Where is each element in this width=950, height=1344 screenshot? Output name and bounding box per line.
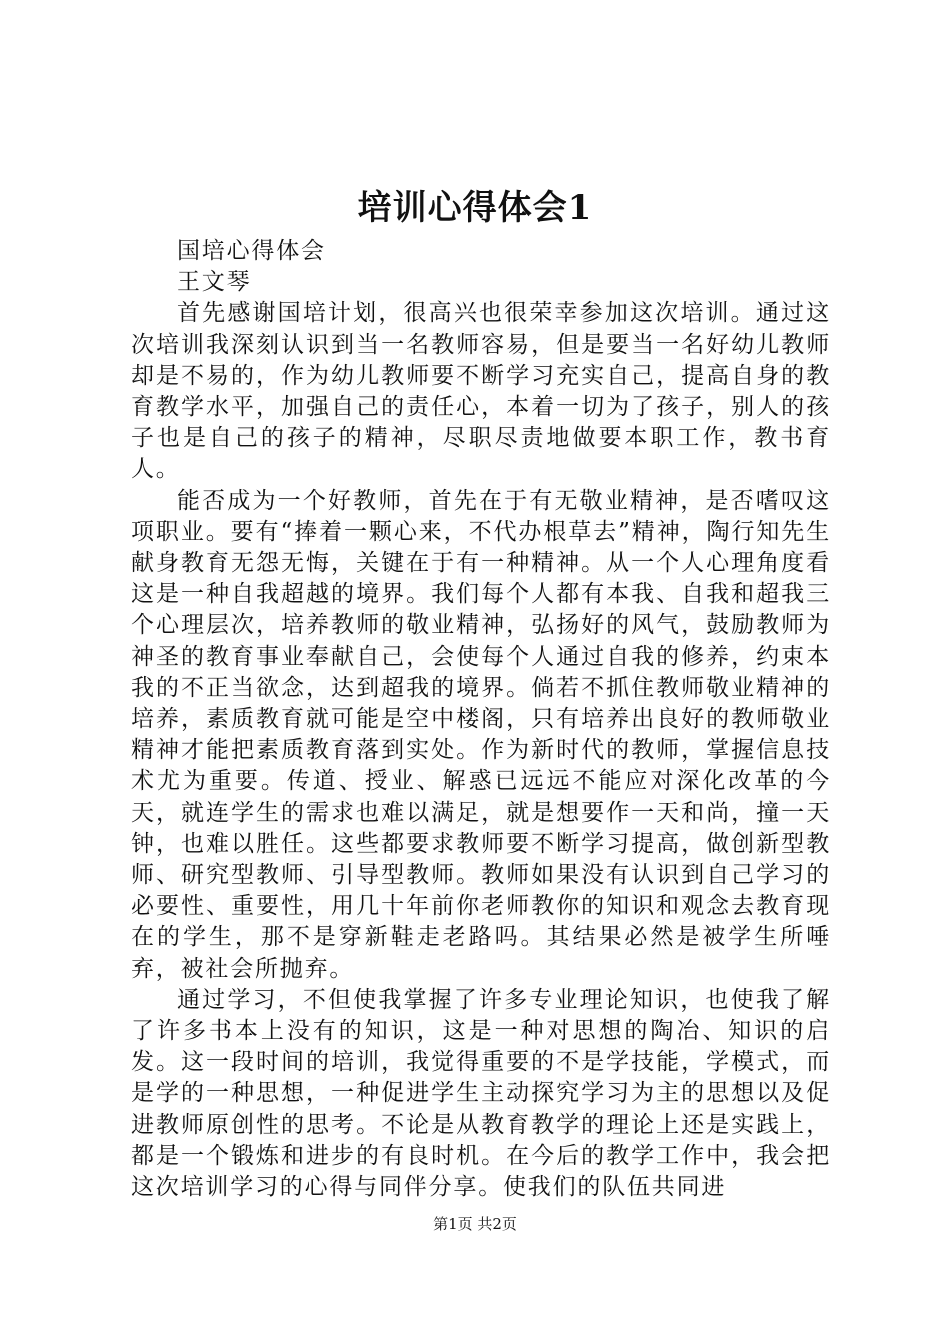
body-paragraph-3: 通过学习，不但使我掌握了许多专业理论知识，也使我了解了许多书本上没有的知识，这是一种对思想的陶冶、知识的启发。这一段时间的培训，我觉得重要的不是学技能，学模式，而是学的一种思想，一种促进学生主动探究学习为主的思想以及促进教师原创性的思考。不论是从教育教学的理论上还是实践上，都是一个锻炼和进步的有良时机。在今后的教学工作中，我会把这次培训学习的心得与同伴分享。使我们的队伍共同进	[131, 986, 831, 1201]
subtitle-paragraph: 国培心得体会	[177, 238, 326, 264]
body-paragraph-2: 能否成为一个好教师，首先在于有无敬业精神，是否嗜叹这项职业。要有“捧着一颗心来，不代办根草去”精神，陶行知先生献身教育无怨无悔，关键在于有一种精神。从一个人心理角度看这是一种自我超越的境界。我们每个人都有本我、自我和超我三个心理层次，培养教师的敬业精神，弘扬好的风气，鼓励教师为神圣的教育事业奉献自己，会使每个人通过自我的修养，约束本我的不正当欲念，达到超我的境界。倘若不抓住教师敬业精神的培养，素质教育就可能是空中楼阁，只有培养出良好的教师敬业精神才能把素质教育落到实处。作为新时代的教师，掌握信息技术尤为重要。传道、授业、解惑已远远不能应对深化改革的今天，就连学生的需求也难以满足，就是想要作一天和尚，撞一天钟，也难以胜任。这些都要求教师要不断学习提高，做创新型教师、研究型教师、引导型教师。教师如果没有认识到自己学习的必要性、重要性，用几十年前你老师教你的知识和观念去教育现在的学生，那不是穿新鞋走老路吗。其结果必然是被学生所唾弃，被社会所抛弃。	[131, 487, 831, 982]
author-paragraph: 王文琴	[177, 269, 252, 296]
page-footer: 第1页 共2页	[433, 1215, 517, 1233]
document-title: 培训心得体会1	[357, 188, 593, 228]
body-paragraph-1: 首先感谢国培计划，很高兴也很荣幸参加这次培训。通过这次培训我深刻认识到当一名教师容易，但是要当一名好幼儿教师却是不易的，作为幼儿教师要不断学习充实自己，提高自身的教育教学水平，加强自己的责任心，本着一切为了孩子，别人的孩子也是自己的孩子的精神，尽职尽责地做要本职工作，教书育人。	[131, 300, 831, 483]
document-body	[131, 236, 831, 1203]
